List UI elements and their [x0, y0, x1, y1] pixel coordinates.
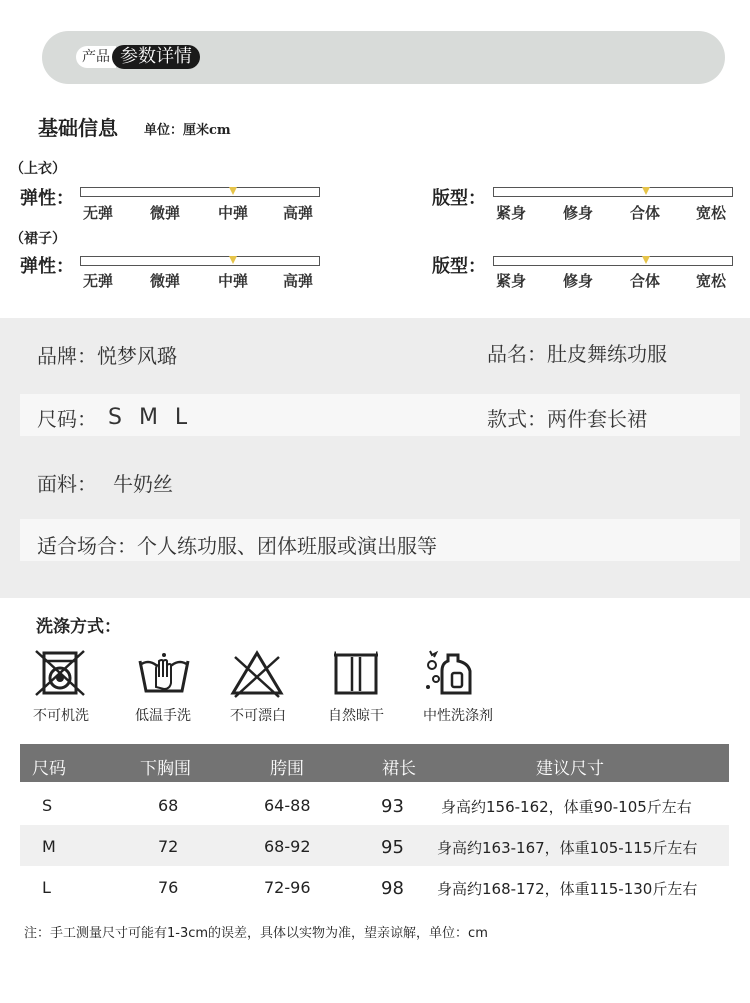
table-row-l-hip: 72-96 — [264, 878, 311, 897]
skirt-fit-marker — [642, 256, 650, 264]
occasion-text: 适合场合：个人练功服、团体班服或演出服等 — [37, 534, 437, 558]
th-underbust: 下胸围 — [140, 759, 191, 779]
wash-label-0: 不可机洗 — [33, 708, 89, 724]
size-label: 尺码： — [37, 407, 97, 431]
top-elasticity-marker — [229, 187, 237, 195]
skirt-elasticity-bar — [80, 256, 320, 266]
no-machine-wash-icon — [32, 647, 88, 699]
skirt-fit-scale-0: 紧身 — [496, 272, 527, 290]
top-elasticity-scale-2: 中弹 — [218, 204, 249, 222]
table-row-l-underbust: 76 — [158, 878, 179, 897]
table-row-s-size: S — [42, 796, 53, 815]
top-fit-scale-1: 修身 — [563, 204, 594, 222]
wash-label-1: 低温手洗 — [135, 708, 191, 724]
top-fit-scale-2: 合体 — [630, 204, 661, 222]
fabric-label: 面料： — [37, 472, 97, 496]
product-name-text: 品名：肚皮舞练功服 — [487, 342, 667, 366]
top-elasticity-label: 弹性： — [20, 188, 74, 209]
skirt-group-label: （裙子） — [10, 231, 66, 247]
section-tag — [76, 46, 200, 68]
top-fit-label: 版型： — [432, 188, 486, 209]
th-skirt-length: 裙长 — [382, 759, 416, 779]
skirt-elasticity-scale-0: 无弹 — [83, 272, 114, 290]
top-fit-bar — [493, 187, 733, 197]
wash-label-2: 不可漂白 — [230, 708, 286, 724]
skirt-fit-label: 版型： — [432, 256, 486, 277]
table-row-m-underbust: 72 — [158, 837, 179, 856]
top-elasticity-scale-0: 无弹 — [83, 204, 114, 222]
drip-dry-icon — [328, 647, 384, 699]
th-hip: 胯围 — [270, 759, 304, 779]
skirt-fit-bar — [493, 256, 733, 266]
table-row-s-hip: 64-88 — [264, 796, 311, 815]
skirt-elasticity-scale-2: 中弹 — [218, 272, 249, 290]
skirt-elasticity-scale-1: 微弹 — [150, 272, 181, 290]
skirt-elasticity-scale-3: 高弹 — [283, 272, 314, 290]
wash-label-4: 中性洗涤剂 — [423, 708, 493, 724]
table-row-l-suggestion: 身高约168-172，体重115-130斤左右 — [437, 880, 698, 898]
neutral-detergent-icon — [422, 647, 478, 699]
skirt-elasticity-label: 弹性： — [20, 256, 74, 277]
wash-label-3: 自然晾干 — [328, 708, 384, 724]
top-group-label: （上衣） — [10, 161, 66, 177]
basic-info-unit: 单位：厘米cm — [144, 123, 231, 138]
top-elasticity-scale-3: 高弹 — [283, 204, 314, 222]
tag-title: 参数详情 — [112, 45, 200, 69]
skirt-fit-scale-1: 修身 — [563, 272, 594, 290]
top-elasticity-bar — [80, 187, 320, 197]
measurement-note: 注：手工测量尺寸可能有1-3cm的误差，具体以实物为准，望亲谅解，单位：cm — [24, 926, 488, 941]
style-text: 款式：两件套长裙 — [487, 407, 647, 431]
table-row-l-size: L — [42, 878, 51, 897]
fabric-value: 牛奶丝 — [113, 472, 173, 496]
no-bleach-icon — [229, 647, 285, 699]
th-size: 尺码 — [32, 759, 66, 779]
table-row-s-underbust: 68 — [158, 796, 179, 815]
table-row-s-suggestion: 身高约156-162，体重90-105斤左右 — [441, 798, 692, 816]
table-row-m-size: M — [42, 837, 56, 856]
table-row-l-length: 98 — [381, 878, 404, 899]
brand-text: 品牌：悦梦风璐 — [37, 344, 177, 368]
th-suggestion: 建议尺寸 — [536, 759, 604, 779]
top-fit-marker — [642, 187, 650, 195]
hand-wash-low-temp-icon — [136, 647, 192, 699]
top-elasticity-scale-1: 微弹 — [150, 204, 181, 222]
top-fit-scale-3: 宽松 — [696, 204, 727, 222]
table-row-s-length: 93 — [381, 796, 404, 817]
table-row-m-suggestion: 身高约163-167，体重105-115斤左右 — [437, 839, 698, 857]
skirt-fit-scale-2: 合体 — [630, 272, 661, 290]
table-row-m-hip: 68-92 — [264, 837, 311, 856]
table-row-m-length: 95 — [381, 837, 404, 858]
top-fit-scale-0: 紧身 — [496, 204, 527, 222]
table-header — [20, 744, 729, 782]
skirt-fit-scale-3: 宽松 — [696, 272, 727, 290]
size-values: S M L — [108, 405, 188, 430]
wash-title: 洗涤方式： — [36, 617, 121, 637]
skirt-elasticity-marker — [229, 256, 237, 264]
basic-info-title: 基础信息 — [38, 116, 118, 140]
tag-small: 产品 — [76, 46, 116, 68]
